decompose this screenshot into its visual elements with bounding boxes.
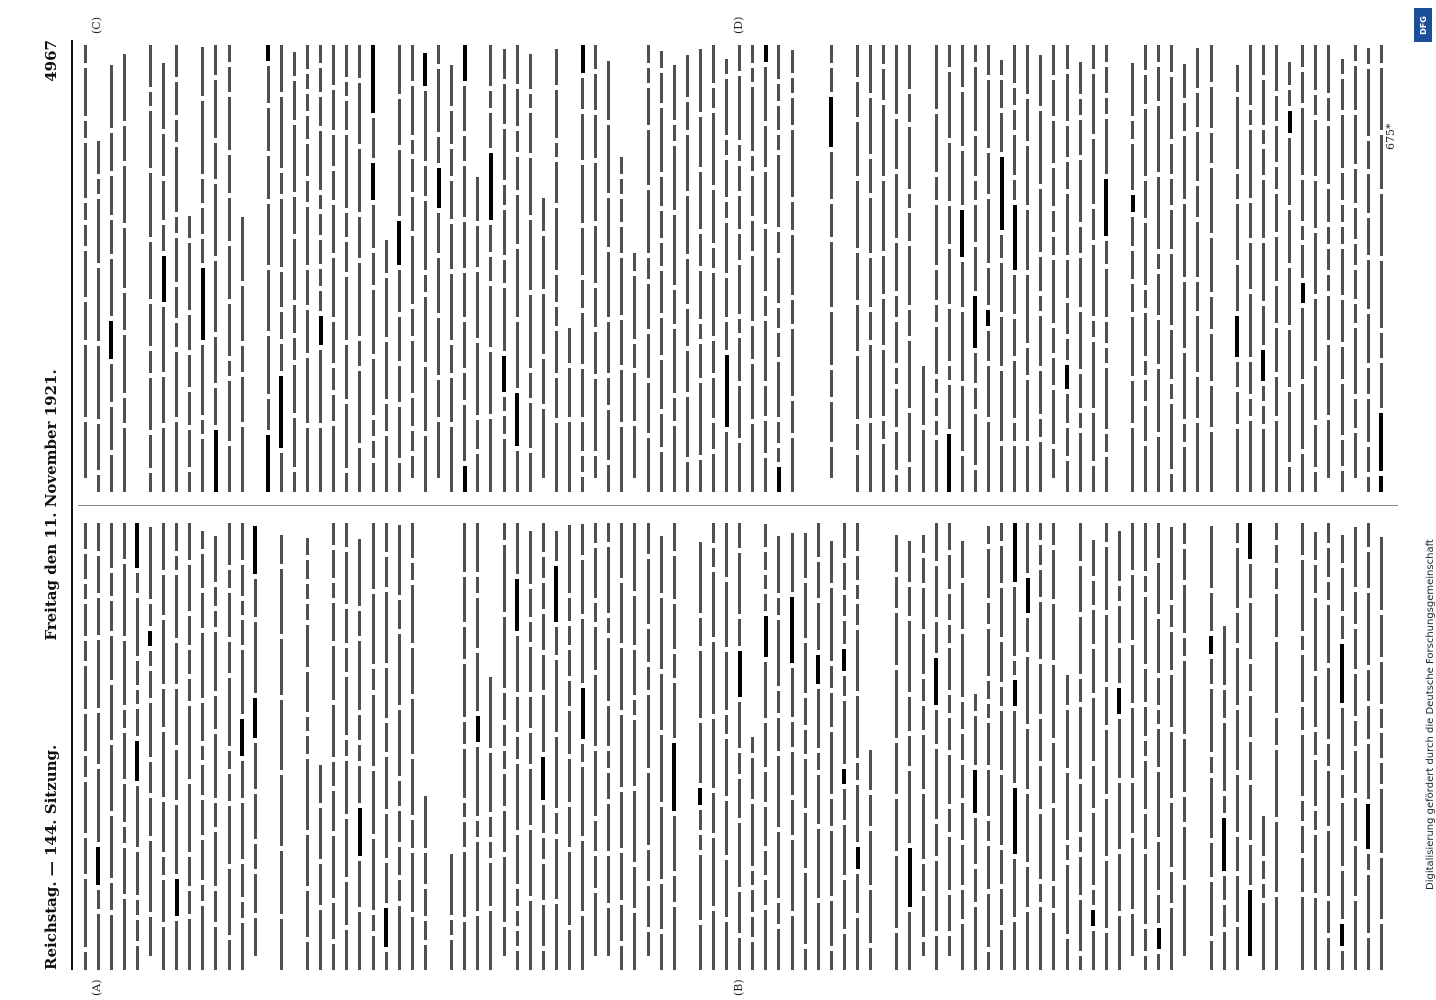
text-line [445, 40, 458, 492]
column-divider [78, 505, 1398, 506]
text-line [562, 518, 575, 970]
text-line [1099, 518, 1112, 970]
text-line [772, 518, 785, 970]
text-line [170, 518, 183, 970]
text-line [733, 518, 746, 970]
text-line [484, 40, 497, 492]
text-line [877, 518, 890, 970]
text-line [418, 40, 431, 492]
text-line [1112, 40, 1125, 492]
text-line [955, 40, 968, 492]
text-line [1243, 40, 1256, 492]
text-line [615, 518, 628, 970]
text-line [1152, 40, 1165, 492]
text-line [497, 518, 510, 970]
text-line [1008, 518, 1021, 970]
text-line [1283, 518, 1296, 970]
text-line [523, 518, 536, 970]
text-line [288, 518, 301, 970]
text-line [1139, 40, 1152, 492]
text-line [78, 40, 91, 492]
text-line [117, 40, 130, 492]
text-line [1178, 40, 1191, 492]
text-line [942, 40, 955, 492]
text-line [759, 40, 772, 492]
text-line [916, 518, 929, 970]
text-line [772, 40, 785, 492]
text-line [1270, 518, 1283, 970]
text-line [235, 518, 248, 970]
text-line [510, 518, 523, 970]
text-line [955, 518, 968, 970]
header-left: Reichstag. — 144. Sitzung. [42, 744, 60, 970]
margin-marker-b: (B) [732, 979, 745, 996]
text-line [458, 40, 471, 492]
text-line [1256, 518, 1269, 970]
text-line [877, 40, 890, 492]
text-line [405, 518, 418, 970]
text-line [851, 40, 864, 492]
page-footnote: 675* [1384, 123, 1397, 150]
text-line [1348, 518, 1361, 970]
page-header [42, 40, 68, 970]
text-line [1099, 40, 1112, 492]
text-line [641, 40, 654, 492]
text-line [759, 518, 772, 970]
text-line [392, 40, 405, 492]
margin-marker-a: (A) [90, 979, 103, 996]
text-line [157, 518, 170, 970]
text-line [301, 518, 314, 970]
text-line [1361, 518, 1374, 970]
text-line [864, 518, 877, 970]
text-line [340, 518, 353, 970]
text-line [130, 518, 143, 970]
text-line [445, 518, 458, 970]
text-line [903, 518, 916, 970]
text-line [785, 40, 798, 492]
text-line [1270, 40, 1283, 492]
text-line [78, 518, 91, 970]
text-line [602, 40, 615, 492]
text-line [536, 518, 549, 970]
text-line [1256, 40, 1269, 492]
text-line [1021, 40, 1034, 492]
text-line [667, 518, 680, 970]
text-line [903, 40, 916, 492]
text-line [405, 40, 418, 492]
text-line [576, 518, 589, 970]
text-line [1047, 518, 1060, 970]
text-line [497, 40, 510, 492]
text-line [968, 518, 981, 970]
text-line [746, 40, 759, 492]
page-number: 4967 [42, 40, 60, 82]
text-line [327, 518, 340, 970]
text-line [811, 40, 824, 492]
text-line [968, 40, 981, 492]
text-line [1374, 518, 1387, 970]
text-line [458, 518, 471, 970]
text-line [1296, 518, 1309, 970]
text-line [209, 40, 222, 492]
text-line [1191, 40, 1204, 492]
text-line [785, 518, 798, 970]
text-line [628, 40, 641, 492]
text-line [811, 518, 824, 970]
text-line [1073, 40, 1086, 492]
text-line [589, 40, 602, 492]
text-line [693, 40, 706, 492]
text-line [746, 518, 759, 970]
text-line [261, 40, 274, 492]
text-line [890, 40, 903, 492]
rotated-document-page [42, 16, 1407, 996]
text-line [1060, 40, 1073, 492]
text-line [929, 518, 942, 970]
text-line [91, 40, 104, 492]
text-line [995, 40, 1008, 492]
text-line [864, 40, 877, 492]
text-line [392, 518, 405, 970]
text-line [196, 518, 209, 970]
text-line [837, 40, 850, 492]
text-line [379, 518, 392, 970]
text-line [1086, 40, 1099, 492]
text-line [824, 40, 837, 492]
text-line [1348, 40, 1361, 492]
text-line [1361, 40, 1374, 492]
text-line [720, 40, 733, 492]
text-line [851, 518, 864, 970]
text-line [314, 518, 327, 970]
text-line [707, 518, 720, 970]
text-line [432, 40, 445, 492]
text-line [562, 40, 575, 492]
text-line [1034, 40, 1047, 492]
text-line [1060, 518, 1073, 970]
text-line [432, 518, 445, 970]
text-line [143, 518, 156, 970]
text-line [549, 40, 562, 492]
text-line [942, 518, 955, 970]
text-line [890, 518, 903, 970]
text-line [602, 518, 615, 970]
text-line [104, 518, 117, 970]
text-line [366, 518, 379, 970]
text-line [680, 518, 693, 970]
text-line [549, 518, 562, 970]
text-line [628, 518, 641, 970]
text-line [654, 40, 667, 492]
text-line [654, 518, 667, 970]
text-line [353, 518, 366, 970]
text-line [720, 518, 733, 970]
text-line [929, 40, 942, 492]
text-line [1126, 518, 1139, 970]
text-line [471, 518, 484, 970]
text-line [1217, 518, 1230, 970]
text-line [301, 40, 314, 492]
text-line [1230, 518, 1243, 970]
text-line [995, 518, 1008, 970]
text-line [471, 40, 484, 492]
text-line [576, 40, 589, 492]
text-line [1204, 40, 1217, 492]
text-line [235, 40, 248, 492]
text-line [707, 40, 720, 492]
text-line [1230, 40, 1243, 492]
text-line [1309, 518, 1322, 970]
text-line [143, 40, 156, 492]
header-rule [71, 40, 73, 970]
dfg-credit: Digitalisierung gefördert durch die Deutsche Forschungsgemeinschaft [1425, 539, 1436, 890]
text-line [274, 518, 287, 970]
text-line [981, 40, 994, 492]
text-line [1165, 518, 1178, 970]
text-line [1152, 518, 1165, 970]
text-line [733, 40, 746, 492]
text-line [1008, 40, 1021, 492]
text-line [222, 518, 235, 970]
left-column [78, 518, 1403, 970]
text-line [1322, 40, 1335, 492]
text-line [91, 518, 104, 970]
margin-marker-c: (C) [90, 17, 103, 34]
text-line [366, 40, 379, 492]
text-line [1034, 518, 1047, 970]
text-line [510, 40, 523, 492]
text-line [117, 518, 130, 970]
text-line [261, 518, 274, 970]
header-center: Freitag den 11. November 1921. [42, 369, 60, 641]
text-line [1374, 40, 1387, 492]
text-line [1178, 518, 1191, 970]
text-line [1191, 518, 1204, 970]
text-line [104, 40, 117, 492]
text-line [641, 518, 654, 970]
text-line [824, 518, 837, 970]
text-line [340, 40, 353, 492]
text-line [1335, 40, 1348, 492]
text-line [981, 518, 994, 970]
text-line [1243, 518, 1256, 970]
text-line [798, 40, 811, 492]
text-line [1204, 518, 1217, 970]
text-line [379, 40, 392, 492]
text-line [248, 40, 261, 492]
text-line [1112, 518, 1125, 970]
text-line [693, 518, 706, 970]
text-line [1047, 40, 1060, 492]
right-column [78, 40, 1403, 492]
text-line [314, 40, 327, 492]
text-line [798, 518, 811, 970]
dfg-logo: DFG [1414, 8, 1432, 42]
text-line [274, 40, 287, 492]
text-line [222, 40, 235, 492]
text-line [288, 40, 301, 492]
text-line [484, 518, 497, 970]
text-line [183, 518, 196, 970]
text-line [1309, 40, 1322, 492]
text-line [1335, 518, 1348, 970]
text-line [1322, 518, 1335, 970]
text-line [170, 40, 183, 492]
text-line [1283, 40, 1296, 492]
text-line [196, 40, 209, 492]
text-line [1139, 518, 1152, 970]
text-line [353, 40, 366, 492]
text-line [157, 40, 170, 492]
text-line [837, 518, 850, 970]
text-line [536, 40, 549, 492]
text-line [916, 40, 929, 492]
text-line [1165, 40, 1178, 492]
text-line [1073, 518, 1086, 970]
text-line [1296, 40, 1309, 492]
text-line [589, 518, 602, 970]
margin-marker-d: (D) [732, 16, 745, 34]
text-line [523, 40, 536, 492]
text-line [183, 40, 196, 492]
text-line [1217, 40, 1230, 492]
text-line [667, 40, 680, 492]
text-line [130, 40, 143, 492]
text-line [1021, 518, 1034, 970]
text-line [327, 40, 340, 492]
text-line [1126, 40, 1139, 492]
text-line [615, 40, 628, 492]
text-line [680, 40, 693, 492]
text-line [209, 518, 222, 970]
text-line [418, 518, 431, 970]
text-line [1086, 518, 1099, 970]
text-line [248, 518, 261, 970]
